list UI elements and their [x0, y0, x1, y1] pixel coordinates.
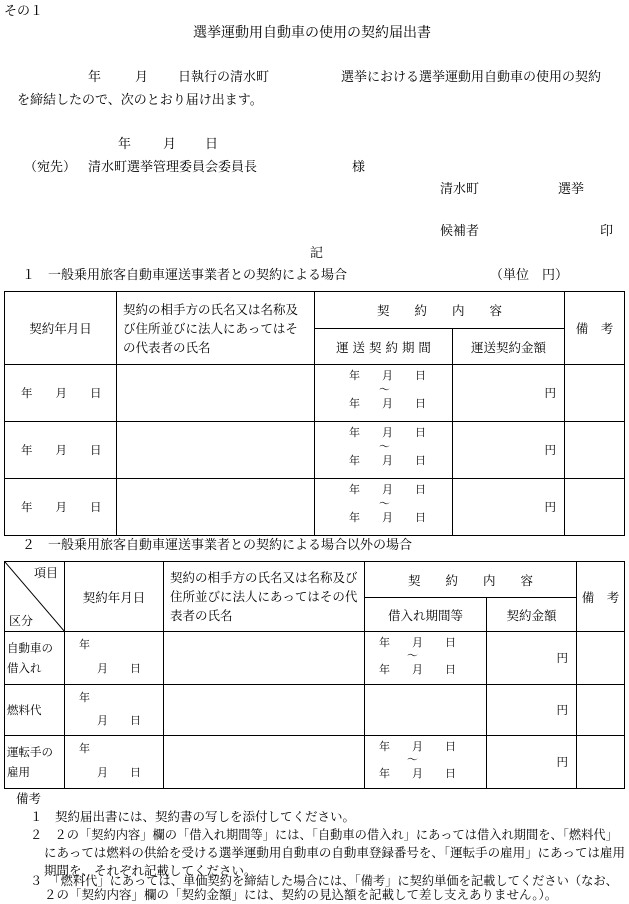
s2-row1-year: 年: [79, 638, 90, 651]
s1-row3-period[interactable]: [315, 479, 453, 536]
table-row: [5, 632, 625, 685]
s2-header-amount: 契約金額: [487, 598, 577, 632]
s2-row2-party[interactable]: [164, 685, 365, 736]
intro-election: 選挙における選挙運動用自動車の使用の契約: [341, 70, 602, 85]
section2-table: [4, 561, 625, 789]
s2-row1-from: 年 月 日: [379, 636, 456, 649]
tilde: 〜: [407, 753, 418, 766]
s1-row1-date[interactable]: 年 月 日: [5, 365, 117, 422]
s2-row3-date[interactable]: [65, 736, 164, 789]
table-row: [5, 422, 625, 479]
s2-row3-year: 年: [79, 742, 90, 755]
intro-line2: を締結したので、次のとおり届け出ます。: [17, 93, 263, 108]
note-2a: ２ ２の「契約内容」欄の「借入れ期間等」には、「自動車の借入れ」にあっては借入れ期間を、「燃料代」: [30, 828, 618, 842]
s1-row2-period[interactable]: [315, 422, 453, 479]
s2-row3-period[interactable]: [365, 736, 487, 789]
s1-header-remarks: 備 考: [565, 292, 625, 365]
s1-row1-remarks[interactable]: [565, 365, 625, 422]
section1-heading: １ 一般乗用旅客自動車運送事業者との契約による場合: [22, 268, 348, 283]
s2-row1-period[interactable]: [365, 632, 487, 685]
note-3b: ２の「契約内容」欄の「契約金額」には、契約の見込額を記載して差し支えありません。）。: [44, 887, 558, 902]
s1-row3-from: 年 月 日: [349, 483, 426, 496]
s1-row1-to: 年 月 日: [349, 397, 426, 410]
s1-row1-period[interactable]: [315, 365, 453, 422]
page-title: 選挙運動用自動車の使用の契約届出書: [193, 25, 431, 41]
tilde: 〜: [407, 649, 418, 662]
submit-month: 月: [163, 137, 177, 152]
s2-row3-remarks[interactable]: [577, 736, 625, 789]
section1-table: [4, 291, 625, 536]
s1-row3-remarks[interactable]: [565, 479, 625, 536]
s1-row3-to: 年 月 日: [349, 511, 426, 524]
table-row: [5, 685, 625, 736]
s2-row3-party[interactable]: [164, 736, 365, 789]
candidate-label: 候補者: [440, 224, 480, 239]
s1-row3-amount[interactable]: 円: [453, 479, 565, 536]
addressee: 清水町選挙管理委員会委員長: [88, 160, 258, 175]
note-2b: にあっては燃料の供給を受ける選挙運動用自動車の自動車登録番号を、「運転手の雇用」にあっては雇用: [44, 845, 626, 860]
s1-row1-amount[interactable]: 円: [453, 365, 565, 422]
s2-row1-to: 年 月 日: [379, 663, 456, 676]
section2-heading: ２ 一般乗用旅客自動車運送事業者との契約による場合以外の場合: [22, 538, 413, 553]
seal-mark: 印: [600, 224, 614, 239]
applicant-election: 選挙: [558, 182, 585, 197]
s1-row2-to: 年 月 日: [349, 454, 426, 467]
s2-header-party: 契約の相手方の氏名又は名称及び住所並びに法人にあってはその代表者の氏名: [170, 570, 358, 623]
table-row: [5, 736, 625, 789]
table-row: [5, 479, 625, 536]
note-3a: ３ 「燃料代」にあっては、単価契約を締結した場合には、「備考」に契約単価を記載してください（なお、: [30, 874, 618, 888]
s2-row1-date[interactable]: [65, 632, 164, 685]
s2-row3-from: 年 月 日: [379, 740, 456, 753]
tilde: 〜: [379, 383, 390, 396]
intro-month: 月: [135, 70, 149, 85]
s1-header-contract: 契 約 内 容: [315, 292, 565, 329]
form-number: その１: [4, 4, 44, 19]
intro-exec: 日執行の清水町: [178, 70, 270, 85]
note-1: １ 契約届出書には、契約書の写しを添付してください。: [30, 809, 356, 824]
applicant-town: 清水町: [440, 182, 480, 197]
s2-row2-category: 燃料代: [5, 685, 65, 736]
tilde: 〜: [379, 497, 390, 510]
s2-header-item: 項目: [33, 566, 58, 580]
s2-row2-year: 年: [79, 691, 90, 704]
s2-row1-party[interactable]: [164, 632, 365, 685]
s2-header-category: 区分: [9, 614, 34, 628]
s2-header-party-cell: [164, 562, 365, 632]
s2-row2-md: 月 日: [97, 714, 141, 727]
honorific: 様: [352, 160, 366, 175]
s2-header-period: 借入れ期間等: [365, 598, 487, 632]
tilde: 〜: [379, 440, 390, 453]
s2-header-diagonal-cell: [5, 562, 65, 632]
s2-row3-category: 運転手の雇用: [5, 736, 65, 789]
s1-row2-remarks[interactable]: [565, 422, 625, 479]
s2-row3-amount[interactable]: 円: [487, 736, 577, 789]
submit-year: 年: [118, 137, 132, 152]
s2-header-contract: 契 約 内 容: [365, 562, 577, 598]
s2-header-remarks: 備 考: [577, 562, 625, 632]
s1-row1-from: 年 月 日: [349, 369, 426, 382]
s2-row3-md: 月 日: [97, 766, 141, 779]
s1-header-amount: 運送契約金額: [453, 329, 565, 365]
s1-row2-amount[interactable]: 円: [453, 422, 565, 479]
s2-row1-category: 自動車の借入れ: [5, 632, 65, 685]
s1-row1-party[interactable]: [117, 365, 315, 422]
s2-header-date: 契約年月日: [65, 562, 164, 632]
s2-row1-remarks[interactable]: [577, 632, 625, 685]
s1-row2-from: 年 月 日: [349, 426, 426, 439]
s2-row2-period[interactable]: [365, 685, 487, 736]
s1-header-date: 契約年月日: [5, 292, 117, 365]
s1-row3-party[interactable]: [117, 479, 315, 536]
s2-row3-to: 年 月 日: [379, 767, 456, 780]
s1-row2-party[interactable]: [117, 422, 315, 479]
s2-row1-amount[interactable]: 円: [487, 632, 577, 685]
submit-day: 日: [205, 137, 219, 152]
table-row: [5, 365, 625, 422]
s2-row2-remarks[interactable]: [577, 685, 625, 736]
s1-header-party: 契約の相手方の氏名又は名称及び住所並びに法人にあってはその代表者の氏名: [123, 301, 299, 355]
s1-header-period: 運 送 契 約 期 間: [315, 329, 453, 365]
s1-header-party-cell: [117, 292, 315, 365]
addressee-prefix: （宛先）: [24, 160, 77, 175]
note-2c: 期間を、それぞれ記載してください。: [44, 863, 257, 878]
notes-title: 備考: [16, 791, 42, 806]
section1-unit: （単位 円）: [490, 268, 569, 283]
s1-row2-date[interactable]: 年 月 日: [5, 422, 117, 479]
s1-row3-date[interactable]: 年 月 日: [5, 479, 117, 536]
intro-year: 年: [88, 70, 102, 85]
s2-row2-amount[interactable]: 円: [487, 685, 577, 736]
ki-mark: 記: [310, 246, 324, 261]
s2-row2-date[interactable]: [65, 685, 164, 736]
s2-row1-md: 月 日: [97, 662, 141, 675]
